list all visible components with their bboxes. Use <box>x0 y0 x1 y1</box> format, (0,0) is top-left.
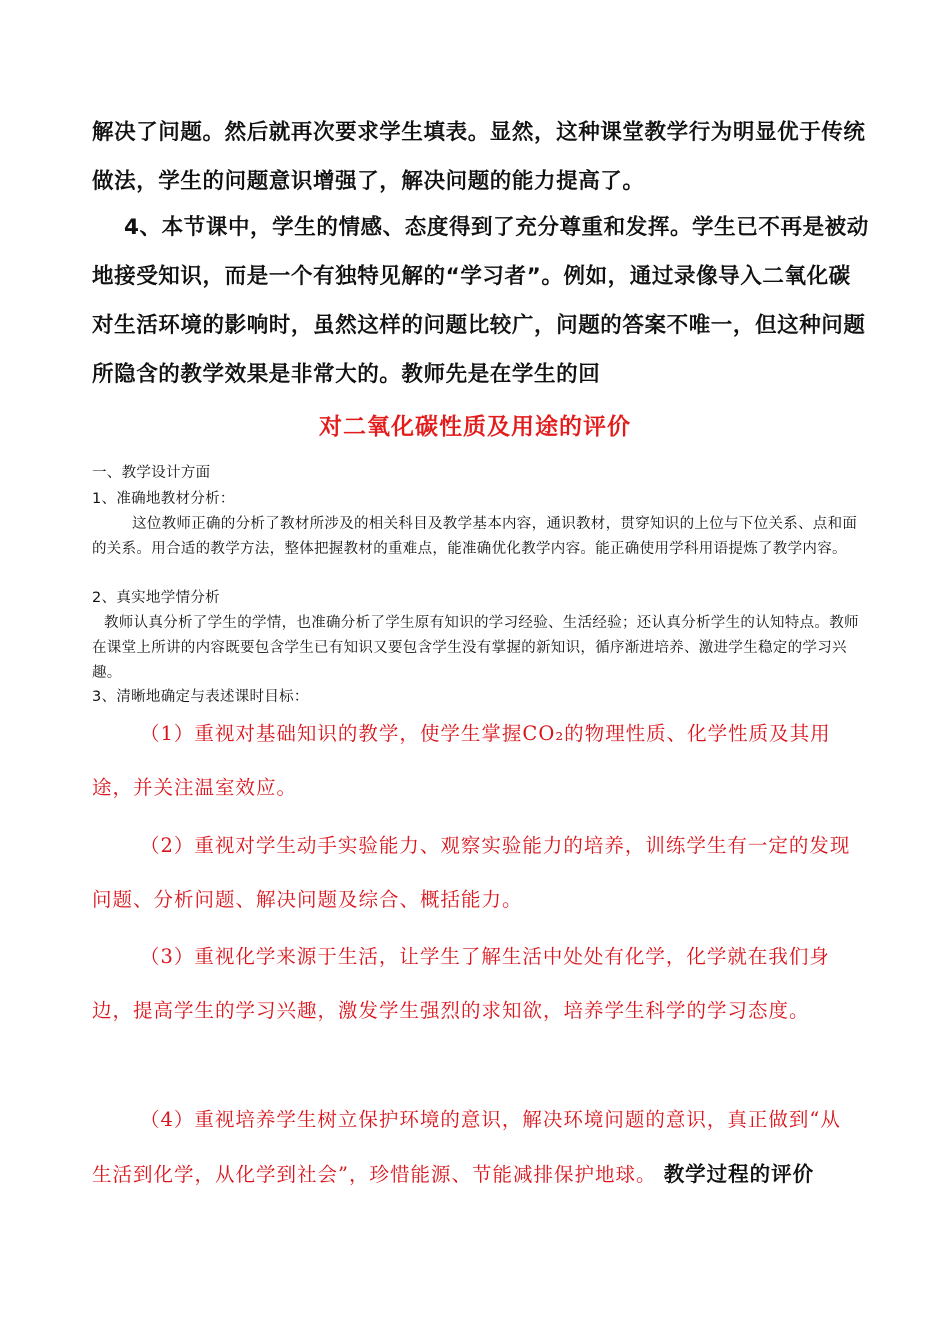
goal-item-1: （1）重视对基础知识的教学，使学生掌握CO₂的物理性质、化学性质及其用途，并关注温室效应。 <box>92 722 831 799</box>
heading-teaching-design: 一、教学设计方面 <box>92 465 211 481</box>
heading-textbook-analysis: 1、准确地教材分析： <box>92 491 235 507</box>
goal-item-2: （2）重视对学生动手实验能力、观察实验能力的培养，训练学生有一定的发现问题、分析问题、解决问题及综合、概括能力。 <box>92 834 851 911</box>
goal-item-4-text: （4）重视培养学生树立保护环境的意识，解决环境问题的意识，真正做到“从生活到化学，从化学到社会”，珍惜能源、节能减排保护地球。 <box>92 1108 841 1186</box>
heading-lesson-goals: 3、清晰地确定与表述课时目标： <box>92 689 309 705</box>
goal-item-4 <box>92 1093 857 1202</box>
section-title: 对二氧化碳性质及用途的评价 <box>319 414 631 440</box>
goal-item-3: （3）重视化学来源于生活，让学生了解生活中处处有化学，化学就在我们身边，提高学生的学习兴趣，激发学生强烈的求知欲，培养学生科学的学习态度。 <box>92 945 830 1022</box>
student-analysis-text: 教师认真分析了学生的学情，也准确分析了学生原有知识的学习经验、生活经验；还认真分析学生的认知特点。教师在课堂上所讲的内容既要包含学生已有知识又要包含学生没有掌握的新知识，循序渐进培养、激进学生稳定的学习兴趣。 <box>92 615 859 681</box>
heading-process-evaluation: 教学过程的评价 <box>663 1162 815 1186</box>
heading-student-analysis: 2、真实地学情分析 <box>92 590 220 606</box>
bold-paragraph-2: 4、本节课中，学生的情感、态度得到了充分尊重和发挥。学生已不再是被动地接受知识，而是一个有独特见解的“学习者”。例如，通过录像导入二氧化碳对生活环境的影响时，虽然这样的问题比较广，问题的答案不唯一，但这种问题所隐含的教学效果是非常大的。教师先是在学生的回 <box>92 215 869 387</box>
textbook-analysis-text: 这位教师正确的分析了教材所涉及的相关科目及教学基本内容，通识教材，贯穿知识的上位与下位关系、点和面的关系。用合适的教学方法，整体把握教材的重难点，能准确优化教学内容。能正确使用学科用语提炼了教学内容。 <box>92 516 858 557</box>
bold-paragraph-1: 解决了问题。然后就再次要求学生填表。显然，这种课堂教学行为明显优于传统做法，学生的问题意识增强了，解决问题的能力提高了。 <box>92 120 866 194</box>
